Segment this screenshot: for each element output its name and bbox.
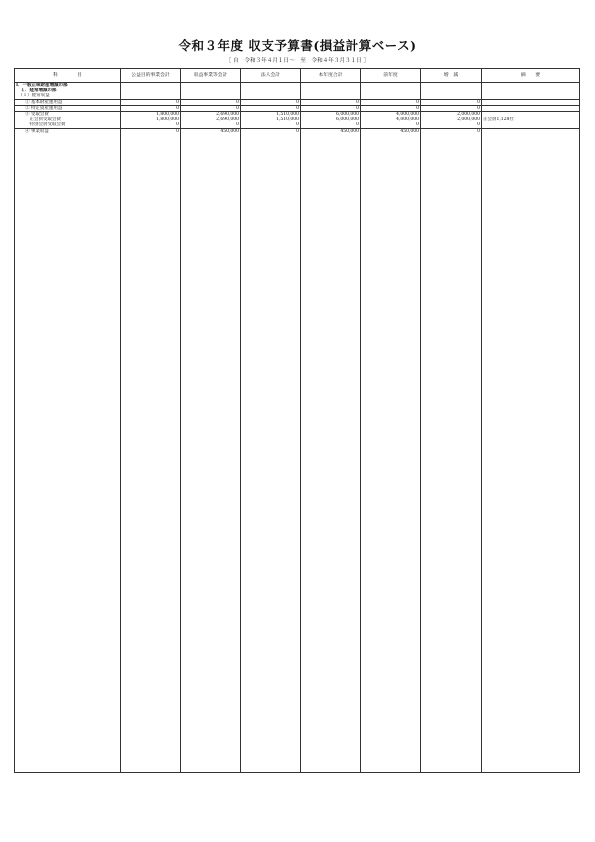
amount-cell: 0	[301, 99, 361, 105]
amount-cell: 1,510,000	[241, 111, 301, 117]
note-cell	[482, 767, 580, 773]
amount-cell: 0	[241, 128, 301, 134]
amount-cell: 0	[361, 122, 421, 128]
amount-cell: 450,000	[361, 128, 421, 134]
amount-cell: 0	[301, 105, 361, 111]
column-header: 摘 要	[482, 69, 580, 83]
amount-cell: 1,510,000	[241, 117, 301, 122]
row-label: ② 特定資産運用益	[15, 105, 121, 111]
amount-cell: 0	[121, 128, 181, 134]
budget-table	[14, 68, 580, 773]
row-label: ③ 受取会費	[15, 111, 121, 117]
column-header: 法人会計	[241, 69, 301, 83]
amount-cell: 4,000,000	[361, 111, 421, 117]
amount-cell: 0	[241, 122, 301, 128]
amount-cell	[241, 767, 301, 773]
amount-cell	[181, 767, 241, 773]
note-cell: 正会員1,128社	[482, 117, 580, 122]
amount-cell: 0	[421, 122, 482, 128]
amount-cell: 4,000,000	[361, 117, 421, 122]
column-header: 前年度	[361, 69, 421, 83]
column-header: 本年度合計	[301, 69, 361, 83]
row-label: （１）経常収益	[15, 93, 121, 99]
amount-cell: 2,690,000	[181, 117, 241, 122]
amount-cell: 6,000,000	[301, 111, 361, 117]
budget-table-body	[15, 83, 580, 773]
amount-cell: 1,800,000	[121, 111, 181, 117]
amount-cell: 6,000,000	[301, 117, 361, 122]
amount-cell: 0	[421, 99, 482, 105]
amount-cell: 0	[181, 122, 241, 128]
column-header: 増 減	[421, 69, 482, 83]
amount-cell: 450,000	[301, 128, 361, 134]
amount-cell: 0	[241, 99, 301, 105]
amount-cell	[301, 767, 361, 773]
fiscal-period: ［ 自 令和３年４月１日～ 至 令和４年３月３１日 ］	[225, 58, 370, 64]
column-header: 公益目的事業会計	[121, 69, 181, 83]
amount-cell: 0	[421, 105, 482, 111]
row-label: １．経常増減の部	[15, 88, 121, 93]
row-label: 特別会員受取会費	[15, 122, 121, 128]
amount-cell: 2,000,000	[421, 117, 482, 122]
amount-cell: 0	[421, 128, 482, 134]
table-row	[15, 767, 580, 773]
amount-cell: 0	[361, 99, 421, 105]
column-header: 科 目	[15, 69, 121, 83]
row-label	[15, 767, 121, 773]
amount-cell	[361, 767, 421, 773]
amount-cell	[421, 767, 482, 773]
document-title: 令和３年度 収支予算書(損益計算ベース)	[178, 38, 417, 53]
amount-cell: 0	[121, 105, 181, 111]
row-label: ① 基本財産運用益	[15, 99, 121, 105]
table-header-row	[15, 69, 580, 83]
amount-cell: 2,000,000	[421, 111, 482, 117]
row-label: Ⅰ．一般正味財産増減の部	[15, 83, 121, 89]
amount-cell: 450,000	[181, 128, 241, 134]
amount-cell: 0	[241, 105, 301, 111]
row-label: 正会員受取会費	[15, 117, 121, 122]
amount-cell	[121, 767, 181, 773]
amount-cell: 0	[181, 99, 241, 105]
amount-cell: 0	[121, 99, 181, 105]
row-label: ④ 事業収益	[15, 128, 121, 134]
amount-cell: 0	[301, 122, 361, 128]
amount-cell: 0	[181, 105, 241, 111]
amount-cell: 1,800,000	[121, 117, 181, 122]
column-header: 収益事業等会計	[181, 69, 241, 83]
amount-cell: 2,690,000	[181, 111, 241, 117]
amount-cell: 0	[361, 105, 421, 111]
amount-cell: 0	[121, 122, 181, 128]
